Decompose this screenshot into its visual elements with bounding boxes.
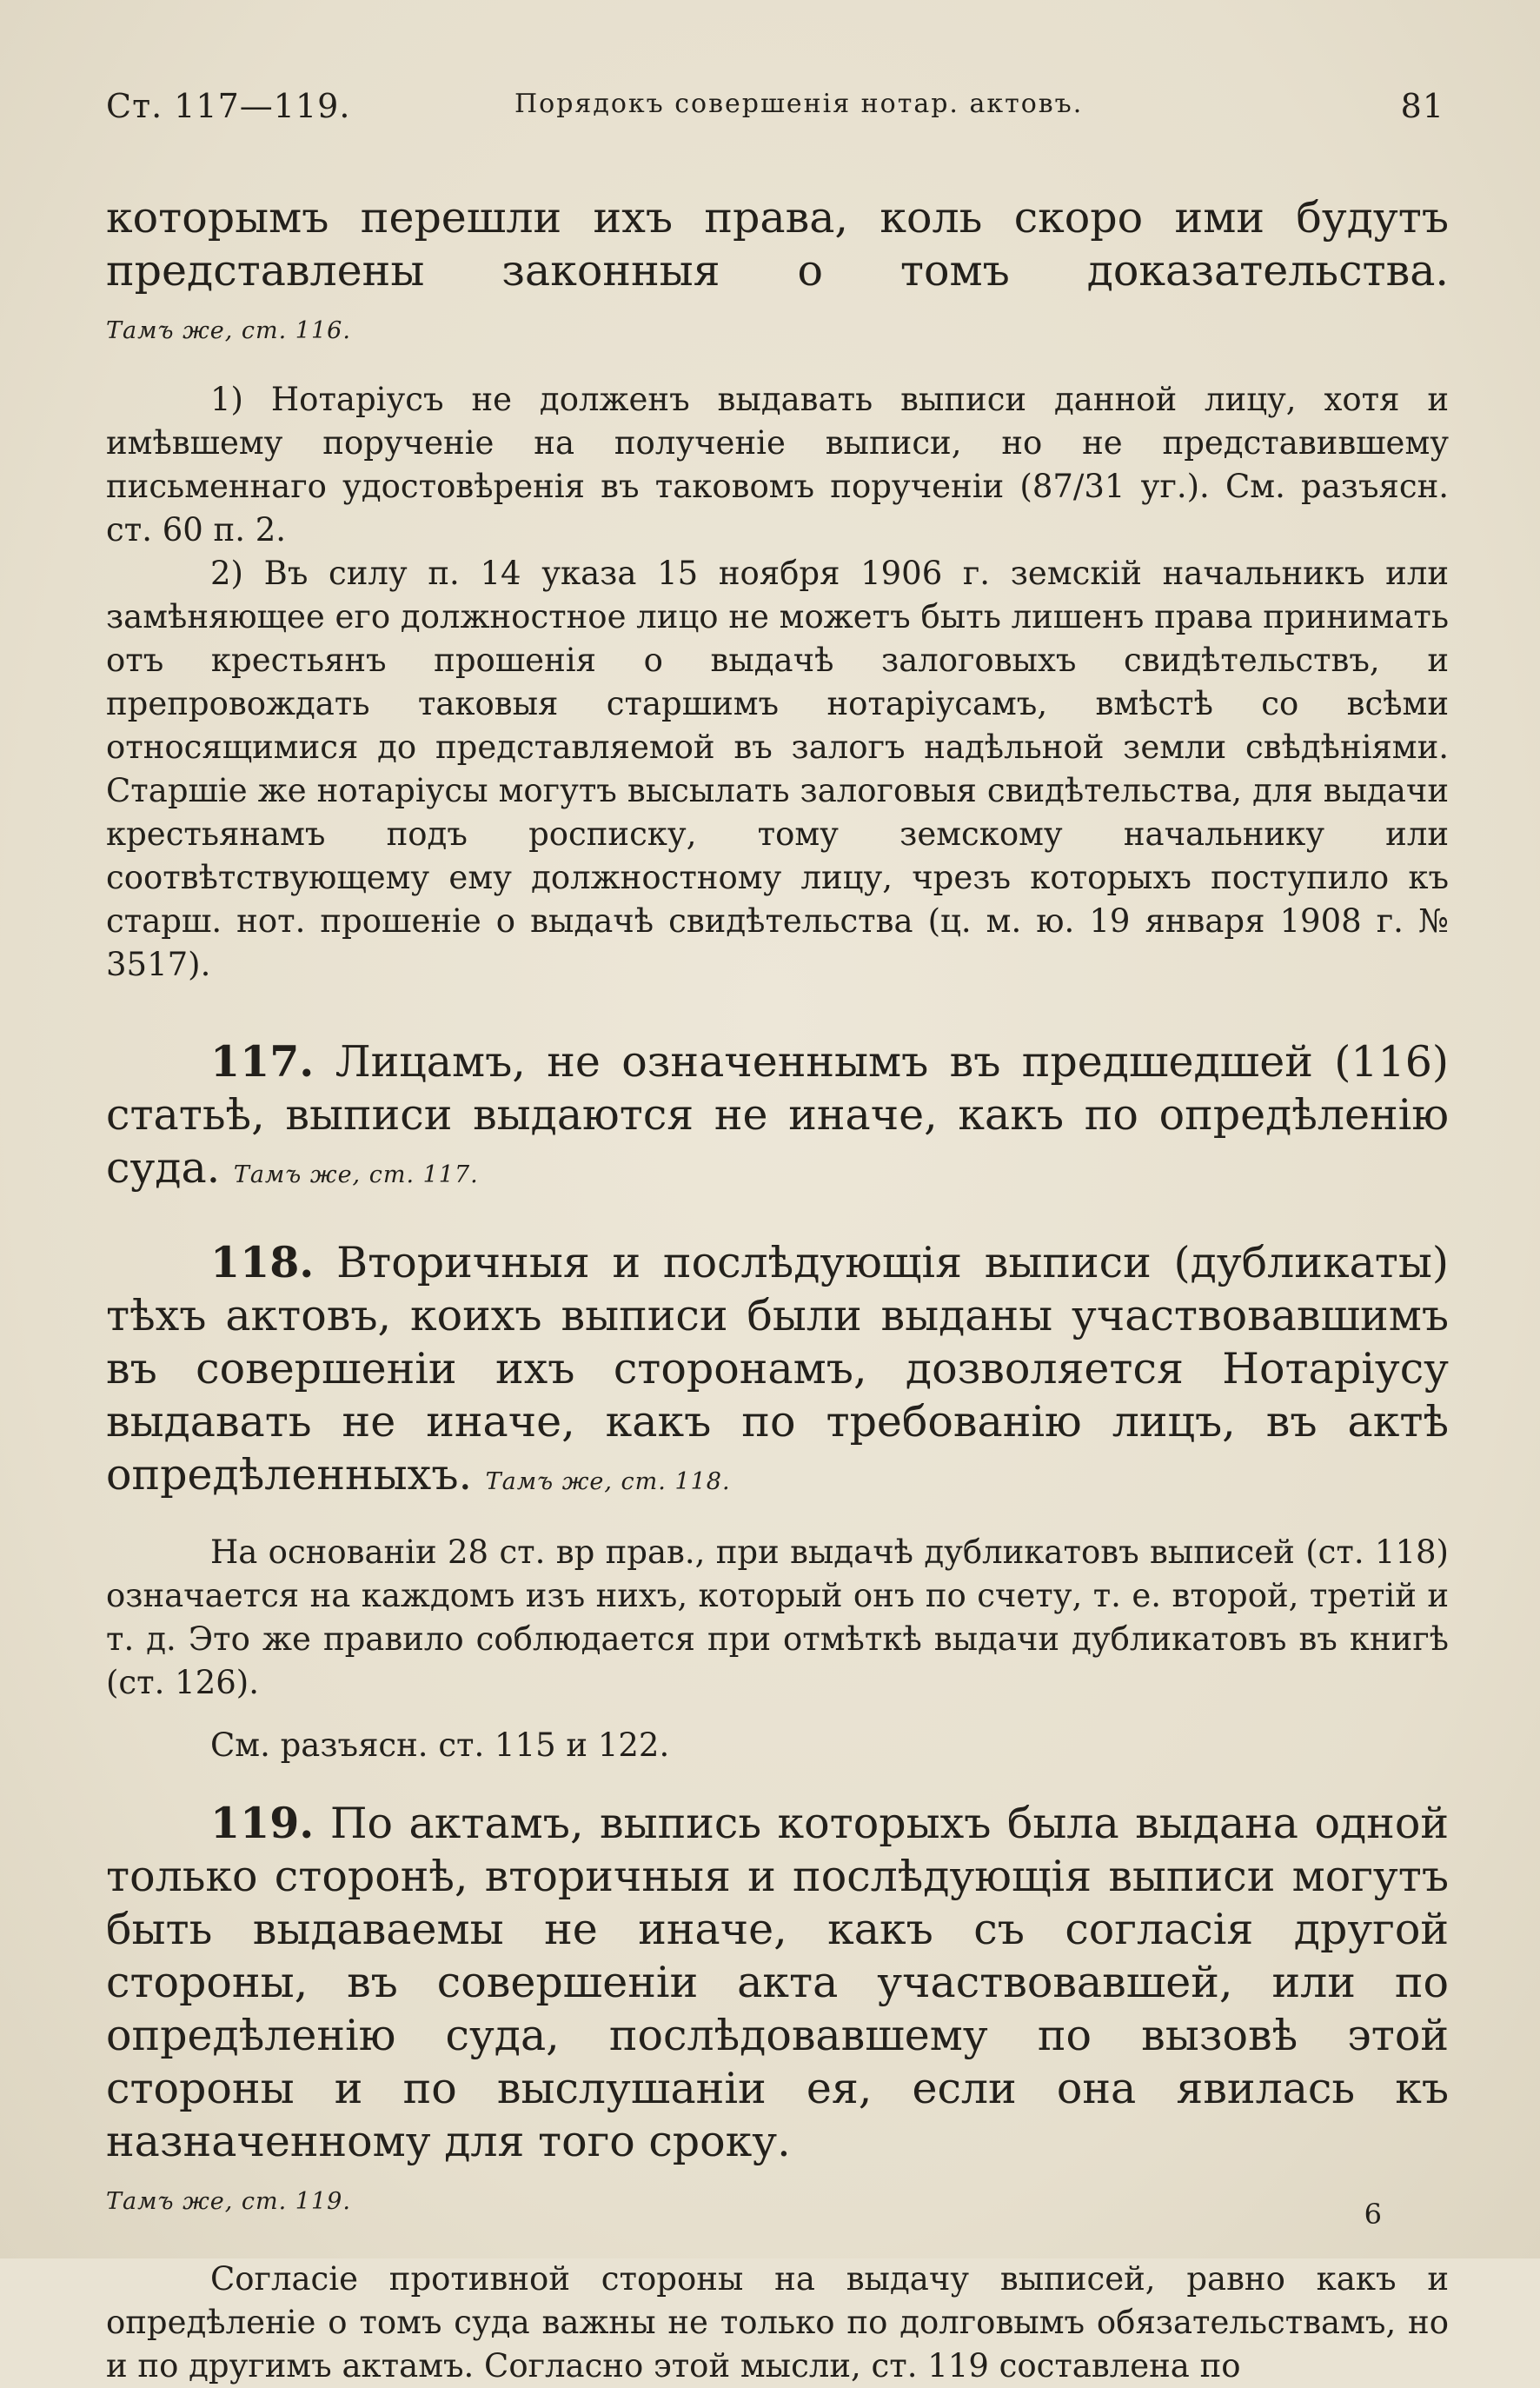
article-number: 119.	[210, 1798, 315, 1848]
page-number: 81	[1400, 87, 1444, 125]
note-paragraph: На основаніи 28 ст. вр прав., при выдачѣ дубликатовъ выписей (ст. 118) означается на каждомъ изъ нихъ, который онъ по счету, т. е. второй, третій и т. д. Это же правило соблюдается при отмѣткѣ выдачи дубликатовъ въ книгѣ (ст. 126).	[106, 1533, 1449, 1701]
source-citation: Тамъ же, ст. 118.	[485, 1468, 731, 1495]
article-text: По актамъ, выпись которыхъ была выдана одной только сторонѣ, вторичныя и послѣдующія выписи могутъ быть выдаваемы не иначе, какъ съ согласія другой стороны, въ совершеніи акта участвовавшей, или по опредѣленію суда, послѣдовавшему по вызовѣ этой стороны и по выслушаніи ея, если она явилась къ назначенному для того сроку.	[106, 1799, 1449, 2166]
note-paragraph: 1) Нотаріусъ не долженъ выдавать выписи данной лицу, хотя и имѣвшему порученіе на полученіе выписи, но не представившему письменнаго удостовѣренія въ таковомъ порученіи (87/31 уг.). См. разъясн. ст. 60 п. 2.	[106, 381, 1449, 549]
signature-mark: 6	[1364, 2198, 1382, 2231]
header-article-range: Ст. 117—119.	[106, 87, 351, 125]
continued-paragraph	[106, 191, 1449, 357]
source-citation: Тамъ же, ст. 119.	[106, 2188, 351, 2215]
continued-text: которымъ перешли ихъ права, коль скоро ими будутъ представлены законныя о томъ доказательства.	[106, 193, 1449, 296]
source-citation: Тамъ же, ст. 116.	[106, 317, 351, 344]
article-117	[106, 1035, 1449, 1201]
note-paragraph: См. разъясн. ст. 115 и 122.	[210, 1726, 670, 1764]
note-paragraph: 2) Въ силу п. 14 указа 15 ноября 1906 г. земскій начальникъ или замѣняющее его должностное лицо не можетъ быть лишенъ права принимать отъ крестьянъ прошенія о выдачѣ залоговыхъ свидѣтельствъ, и препровождать таковыя старшимъ нотаріусамъ, вмѣстѣ со всѣми относящимися до представляемой въ залогъ надѣльной земли свѣдѣніями. Старшіе же нотаріусы могутъ высылать залоговыя свидѣтельства, для выдачи крестьянамъ подъ росписку, тому земскому начальнику или соотвѣтствующему ему должностному лицу, чрезъ которыхъ поступило къ старш. нот. прошеніе о выдачѣ свидѣтельства (ц. м. ю. 19 января 1908 г. № 3517).	[106, 555, 1449, 983]
article-number: 118.	[210, 1237, 315, 1287]
article-text: Вторичныя и послѣдующія выписи (дубликаты) тѣхъ актовъ, коихъ выписи были выданы участвовавшимъ въ совершеніи ихъ сторонамъ, дозволяется Нотаріусу выдавать не иначе, какъ по требованію лицъ, въ актѣ опредѣленныхъ.	[106, 1238, 1450, 1500]
header-chapter-title: Порядокъ совершенія нотар. актовъ.	[514, 89, 1084, 119]
article-119-citation-line	[106, 2168, 1449, 2228]
article-text: Лицамъ, не означеннымъ въ предшедшей (116) статьѣ, выписи выдаются не иначе, какъ по опредѣленію суда.	[106, 1037, 1450, 1193]
article-118	[106, 1236, 1449, 1508]
article-119	[106, 1797, 1449, 2168]
note-paragraph: Согласіе противной стороны на выдачу выписей, равно какъ и опредѣленіе о томъ суда важны не только по долговымъ обязательствамъ, но и по другимъ актамъ. Согласно этой мысли, ст. 119 составлена по	[106, 2260, 1449, 2385]
page-body	[106, 191, 1449, 2388]
source-citation: Тамъ же, ст. 117.	[233, 1161, 479, 1188]
article-number: 117.	[210, 1036, 315, 1087]
running-head	[106, 87, 1444, 139]
